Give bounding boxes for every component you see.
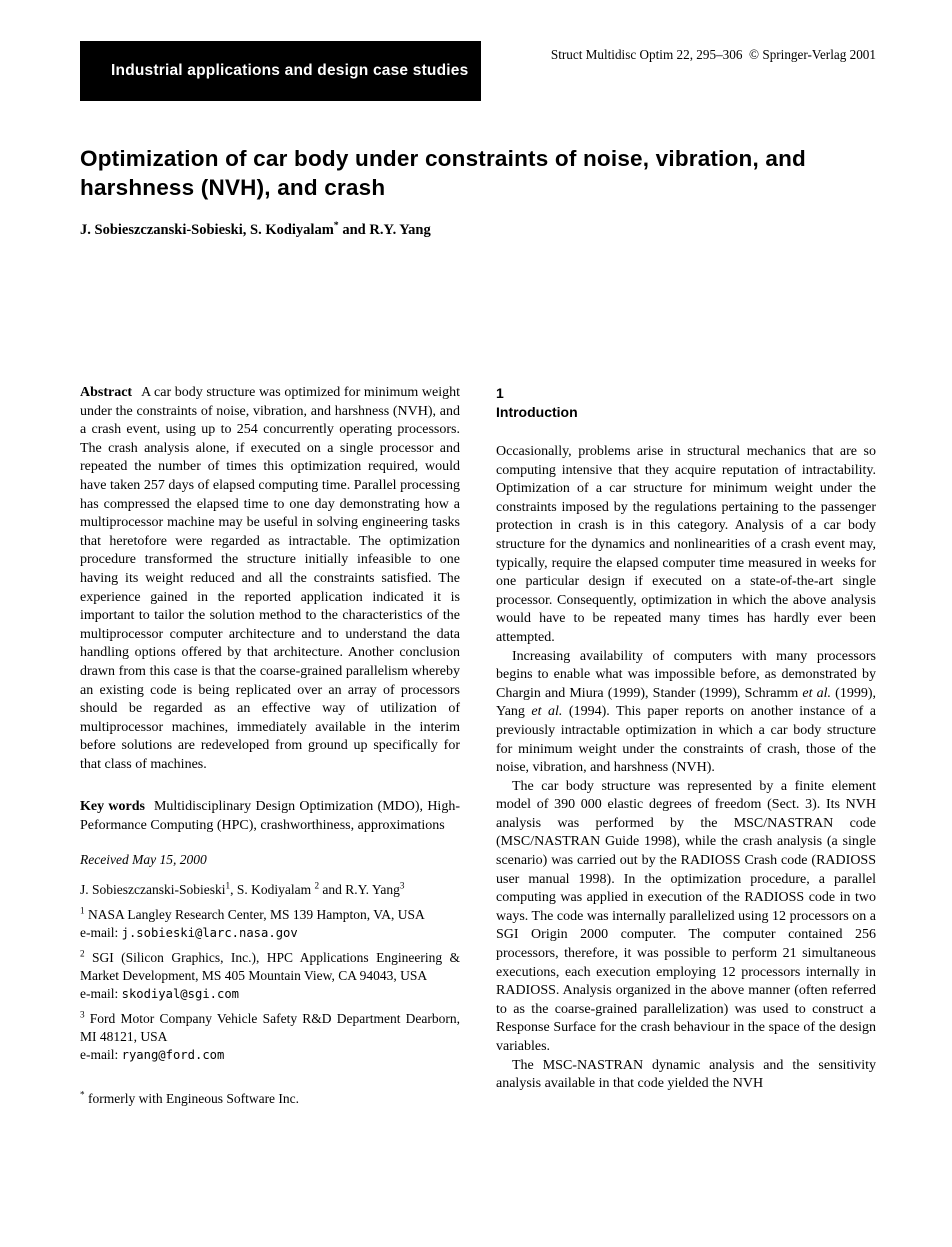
affiliation-3-text: Ford Motor Company Vehicle Safety R&D Department Dearborn, MI 48121, USA (80, 1010, 460, 1044)
section-title: Introduction (496, 404, 578, 420)
affiliation-1 (80, 906, 460, 942)
received-date: Received May 15, 2000 (80, 851, 207, 867)
affiliation-3-marker: 3 (80, 1009, 85, 1020)
abstract-text: A car body structure was optimized for minimum weight under the constraints of noise, vibration, and harshness (NVH), and a crash event, using up to 254 concurrently operating processors. The crash analysis alone, if executed on a single processor and repeated the number of times this optimization required, would have taken 257 days of elapsed computing time. Parallel processing has compressed the elapsed time to one day demonstrating how a multiprocessor machine may be useful in solving engineering tasks that heretofore were regarded as intractable. The optimization procedure transformed the structure initially infeasible to one having its weight reduced and all the constraints satisfied. The experience gained in the reported application indicated it is important to tailor the solution method to the characteristics of the multiprocessor computer architecture and to understand the data handling options offered by that architecture. Another conclusion drawn from this case is that the coarse-grained parallelism whereby an existing code is being replicated over an array of processors should be regarded as an effective way of utilization of multiprocessor machines, immediately available in the interim before solutions are redeveloped from ground up specifically for that class of machines. (80, 385, 460, 772)
abstract (80, 384, 460, 774)
affil-author-1: J. Sobieszczanski-Sobieski (80, 881, 226, 897)
authors-byline (80, 222, 431, 239)
intro-paragraph-4: The MSC-NASTRAN dynamic analysis and the sensitivity analysis available in that code yielded the NVH (496, 1057, 876, 1092)
keywords-text: Multidisciplinary Design Optimization (MDO), High-Peformance Computing (HPC), crashworthiness, approximations (80, 799, 460, 834)
intro-paragraph-2-part1: Increasing availability of computers with many processors begins to enable what was impossible before, as demonstrated by Chargin and Miura (1999), Stander (1999), Schramm (496, 648, 876, 701)
category-banner (80, 41, 481, 101)
affiliation-3 (80, 1010, 460, 1064)
byline-names-tail: and R.Y. Yang (338, 222, 431, 238)
category-banner-text: Industrial applications and design case studies (111, 61, 469, 79)
affiliation-2 (80, 949, 460, 1003)
footnote-text: formerly with Engineous Software Inc. (84, 1090, 300, 1106)
section-number: 1 (496, 385, 504, 401)
byline-footnote-marker: * (333, 220, 339, 232)
affil-marker-1: 1 (225, 880, 231, 891)
intro-paragraph-2-part3: (1994). This paper reports on another instance of a previously intractable optimization in which a car body structure for minimum weight under the constraints of crash, those of the noise, vibration, and harshness (NVH). (496, 704, 876, 776)
keywords-label: Key words (80, 799, 145, 815)
affiliation-authors (80, 881, 460, 899)
etal-citation-1: et al. (802, 685, 832, 701)
keywords (80, 798, 460, 835)
affiliation-2-marker: 2 (80, 948, 85, 959)
affiliation-1-email-label: e-mail: (80, 924, 122, 940)
affiliation-1-text: NASA Langley Research Center, MS 139 Hampton, VA, USA (84, 906, 425, 922)
byline-footnote (80, 1090, 460, 1108)
affil-marker-2: 2 (314, 880, 320, 891)
paper-title: Optimization of car body under constraints of noise, vibration, and harshness (NVH), and crash (80, 146, 806, 201)
intro-paragraph-2 (496, 648, 876, 778)
intro-paragraph-1: Occasionally, problems arise in structural mechanics that are so computing intensive that they acquire reputation of intractability. Optimization of a car structure for minimum weight under the constraints imposed by the regulations pertaining to the passenger protection in crash is in this category. Analysis of a car body structure for the dynamics and nonlinearities of a crash event may, typically, require the elapsed computer time measured in weeks for one particular design if executed on a state-of-the-art single processor. Consequently, optimization in which the above analysis would have to be repeated many times has hardly ever been attempted. (496, 444, 876, 645)
etal-citation-2: et al. (531, 704, 563, 720)
two-column-body (80, 384, 876, 1108)
byline-names: J. Sobieszczanski-Sobieski, S. Kodiyalam (80, 222, 334, 238)
affiliation-1-marker: 1 (80, 905, 85, 916)
affiliation-3-email: ryang@ford.com (121, 1047, 225, 1062)
affiliation-2-text: SGI (Silicon Graphics, Inc.), HPC Applications Engineering & Market Development, MS 405 Mountain View, CA 94043, USA (80, 949, 460, 983)
journal-reference: Struct Multidisc Optim 22, 295–306 © Springer-Verlag 2001 (550, 47, 876, 62)
affiliation-3-email-label: e-mail: (80, 1046, 122, 1062)
abstract-label: Abstract (80, 385, 133, 400)
intro-paragraph-2-part2: (1999), Yang (496, 685, 876, 720)
affiliation-1-email: j.sobieski@larc.nasa.gov (121, 925, 298, 940)
footnote-marker: * (80, 1089, 85, 1100)
affiliation-2-email-label: e-mail: (80, 985, 122, 1001)
right-column (496, 384, 876, 1094)
affil-author-3: and R.Y. Yang (319, 881, 400, 897)
section-heading-introduction (496, 384, 876, 422)
intro-paragraph-3: The car body structure was represented by a finite element model of 390 000 elastic degrees of freedom (Sect. 3). Its NVH analysis was performed by the MSC/NASTRAN code (MSC/NASTRAN Guide 1998), while the crash analysis (a single scenario) was carried out by the RADIOSS Crash code (RADIOSS user manual 1998). In the optimization procedure, a parallel computing was applied in execution of the RADIOSS code in two ways. The code was internally parallelized using 12 processors on a SGI Origin 2000 computer. The computer contained 256 processors, therefore, it was possible to perform 21 simultaneous executions, each execution employing 12 processors internally in RADIOSS. Analysis organized in the above manner (often referred to as the coarse-grained parallelization) was used to construct a Response Surface for the crash behaviour in the space of the design variables. (496, 778, 876, 1054)
affil-marker-3: 3 (399, 880, 405, 891)
affiliation-2-email: skodiyal@sgi.com (121, 986, 240, 1001)
left-column (80, 384, 460, 1108)
affil-author-2: , S. Kodiyalam (230, 881, 315, 897)
